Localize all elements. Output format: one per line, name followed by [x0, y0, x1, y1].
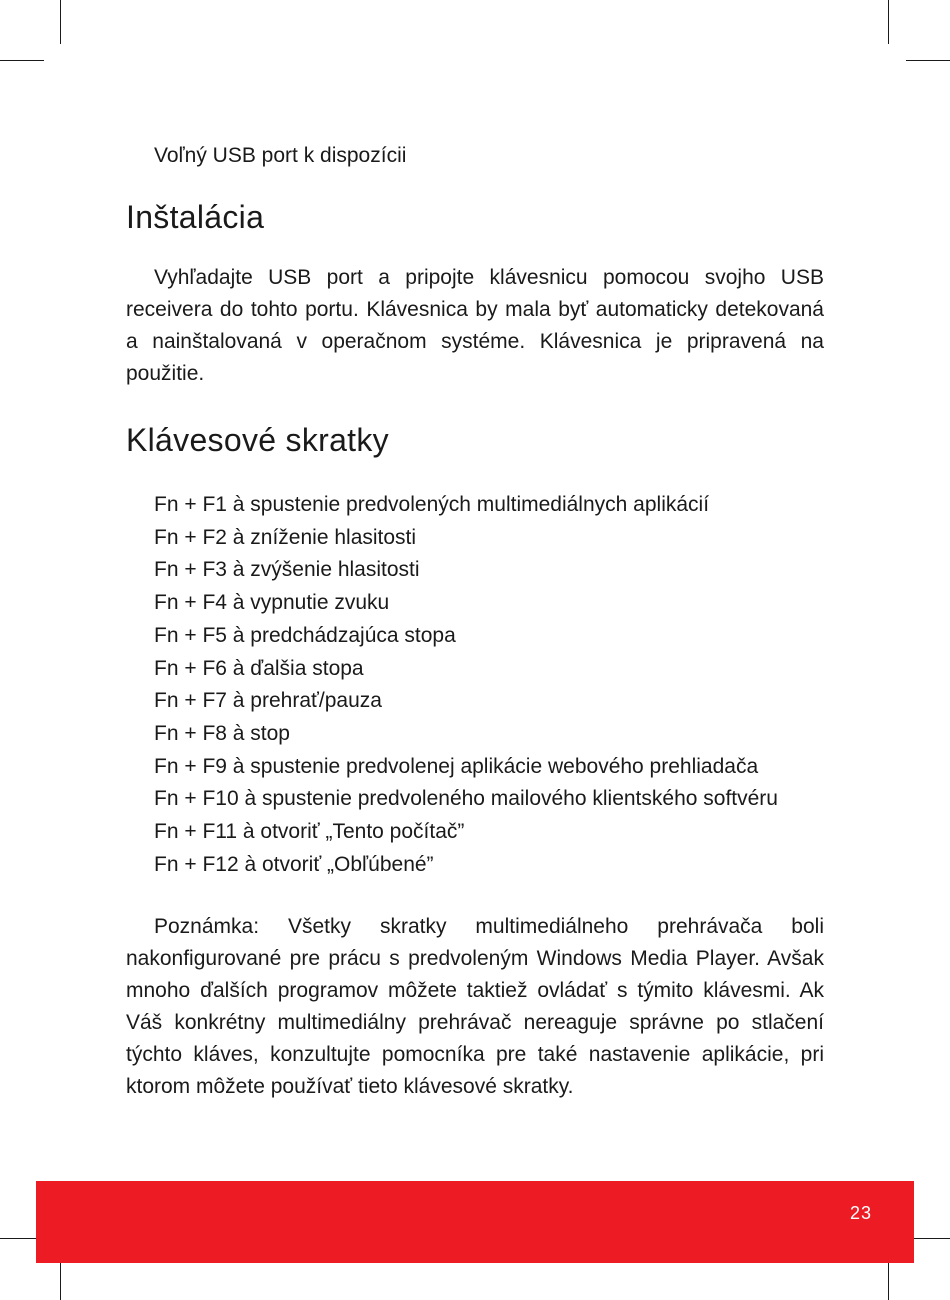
- page-content: [126, 140, 824, 1103]
- page-number: 23: [849, 1203, 872, 1223]
- crop-mark: [888, 0, 889, 44]
- installation-paragraph: Vyhľadajte USB port a pripojte klávesnicu pomocou svojho USB receivera do tohto portu. Klávesnica by mala byť automaticky detekovaná a nainštalovaná v operačnom systéme. Klávesnica je pripravená na použitie.: [126, 266, 824, 385]
- crop-mark: [906, 60, 950, 61]
- shortcut-item: Fn + F11 à otvoriť „Tento počítač”: [154, 820, 465, 844]
- shortcut-item: Fn + F1 à spustenie predvolených multimediálnych aplikácií: [154, 493, 710, 516]
- shortcut-item: Fn + F2 à zníženie hlasitosti: [154, 525, 417, 549]
- requirement-line: Voľný USB port k dispozícii: [154, 144, 407, 167]
- shortcut-item: Fn + F5 à predchádzajúca stopa: [154, 623, 456, 647]
- shortcut-list: [154, 489, 824, 881]
- shortcuts-heading: Klávesové skratky: [126, 422, 389, 458]
- shortcut-item: Fn + F3 à zvýšenie hlasitosti: [154, 558, 420, 582]
- crop-mark: [0, 60, 44, 61]
- footer-band: [36, 1181, 914, 1263]
- shortcut-item: Fn + F7 à prehrať/pauza: [154, 689, 382, 713]
- shortcut-item: Fn + F6 à ďalšia stopa: [154, 656, 364, 680]
- crop-mark: [60, 0, 61, 44]
- shortcut-item: Fn + F9 à spustenie predvolenej aplikácie webového prehliadača: [154, 754, 759, 778]
- note-paragraph: Poznámka: Všetky skratky multimediálneho prehrávača boli nakonfigurované pre prácu s predvoleným Windows Media Player. Avšak mnoho ďalších programov môžete taktiež ovládať s týmito klávesmi. Ak Váš konkrétny multimediálny prehrávač nereaguje správne po stlačení týchto kláves, konzultujte pomocníka pre také nastavenie aplikácie, pri ktorom môžete používať tieto klávesové skratky.: [126, 915, 824, 1099]
- shortcut-item: Fn + F10 à spustenie predvoleného mailového klientského softvéru: [154, 787, 778, 811]
- shortcut-item: Fn + F4 à vypnutie zvuku: [154, 591, 390, 615]
- shortcut-item: Fn + F12 à otvoriť „Obľúbené”: [154, 852, 434, 876]
- installation-heading: Inštalácia: [126, 199, 265, 235]
- shortcut-item: Fn + F8 à stop: [154, 721, 290, 745]
